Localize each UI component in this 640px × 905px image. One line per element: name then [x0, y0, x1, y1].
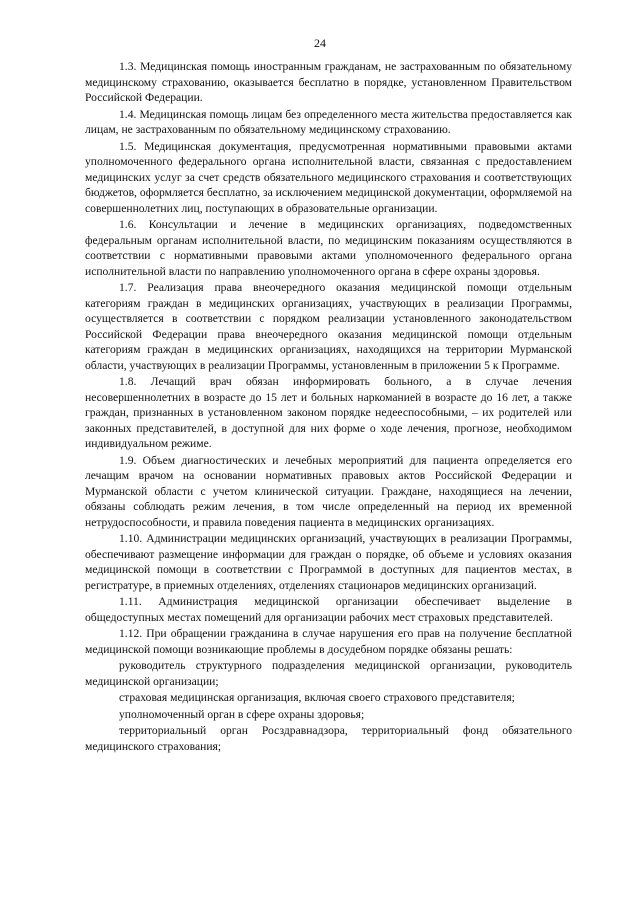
- paragraph-1-7: 1.7. Реализация права внеочередного оказания медицинской помощи отдельным категориям граждан в медицинских организациях, участвующих в реализации Программы, осуществляется в соответствии с порядком реализации установленного законодательством Российской Федерации права внеочередного оказания медицинской помощи отдельным категориям граждан в медицинских организациях, находящихся на территории Мурманской области, участвующих в реализации Программы, установленным в приложении 5 к Программе.: [85, 281, 572, 372]
- paragraph-1-5: 1.5. Медицинская документация, предусмотренная нормативными правовыми актами уполномоченного федерального органа исполнительной власти, связанная с предоставлением медицинских услуг за счет средств обязательного медицинского страхования и соответствующих бюджетов, оформляется бесплатно, за исключением медицинской документации, оформляемой на совершеннолетних лиц, поступающих в образовательные организации.: [85, 139, 572, 215]
- list-item: уполномоченный орган в сфере охраны здоровья;: [119, 707, 365, 721]
- paragraph-1-12: 1.12. При обращении гражданина в случае нарушения его прав на получение бесплатной медицинской помощи возникающие проблемы в досудебном порядке обязаны решать:: [85, 627, 572, 656]
- paragraph-1-11: 1.11. Администрация медицинской организации обеспечивает выделение в общедоступных местах помещений для организации рабочих мест страховых представителей.: [85, 595, 572, 624]
- list-item: руководитель структурного подразделения медицинской организации, руководитель медицинской организации;: [85, 659, 572, 688]
- list-item: территориальный орган Росздравнадзора, территориальный фонд обязательного медицинского страхования;: [85, 724, 572, 753]
- paragraph-1-8: 1.8. Лечащий врач обязан информировать больного, а в случае лечения несовершеннолетних в возрасте до 15 лет и больных наркоманией в возрасте до 16 лет, а также граждан, признанных в установленном законом порядке недееспособными, – их родителей или законных представителей, в доступной для них форме о ходе лечения, прогнозе, необходимом индивидуальном режиме.: [85, 375, 572, 450]
- paragraph-1-3: 1.3. Медицинская помощь иностранным гражданам, не застрахованным по обязательному медицинскому страхованию, оказывается бесплатно в порядке, установленном Правительством Российской Федерации.: [85, 60, 572, 104]
- paragraph-1-9: 1.9. Объем диагностических и лечебных мероприятий для пациента определяется его лечащим врачом на основании нормативных правовых актов Российской Федерации и Мурманской области с учетом клинической ситуации. Граждане, находящиеся на лечении, обязаны соблюдать режим лечения, в том числе определенный на период их временной нетрудоспособности, и правила поведения пациента в медицинских организациях.: [85, 453, 572, 529]
- document-body: [85, 59, 572, 755]
- list-item: страховая медицинская организация, включая своего страхового представителя;: [119, 691, 515, 704]
- paragraph-1-6: 1.6. Консультации и лечение в медицинских организациях, подведомственных федеральным органам исполнительной власти, по медицинским показаниям осуществляются в соответствии с нормативными правовыми актами уполномоченного федерального органа исполнительной власти по направлению уполномоченного органа в сфере охраны здоровья.: [85, 218, 572, 278]
- page-number: 24: [314, 36, 326, 50]
- paragraph-1-10: 1.10. Администрации медицинских организаций, участвующих в реализации Программы, обеспечивают размещение информации для граждан о порядке, об объеме и условиях оказания медицинской помощи в соответствии с Программой в доступных для пациентов местах, в регистратуре, в приемных отделениях, отделениях стационаров медицинских организаций.: [85, 532, 572, 592]
- paragraph-1-4: 1.4. Медицинская помощь лицам без определенного места жительства предоставляется как лицам, не застрахованным по обязательному медицинскому страхованию.: [85, 107, 572, 136]
